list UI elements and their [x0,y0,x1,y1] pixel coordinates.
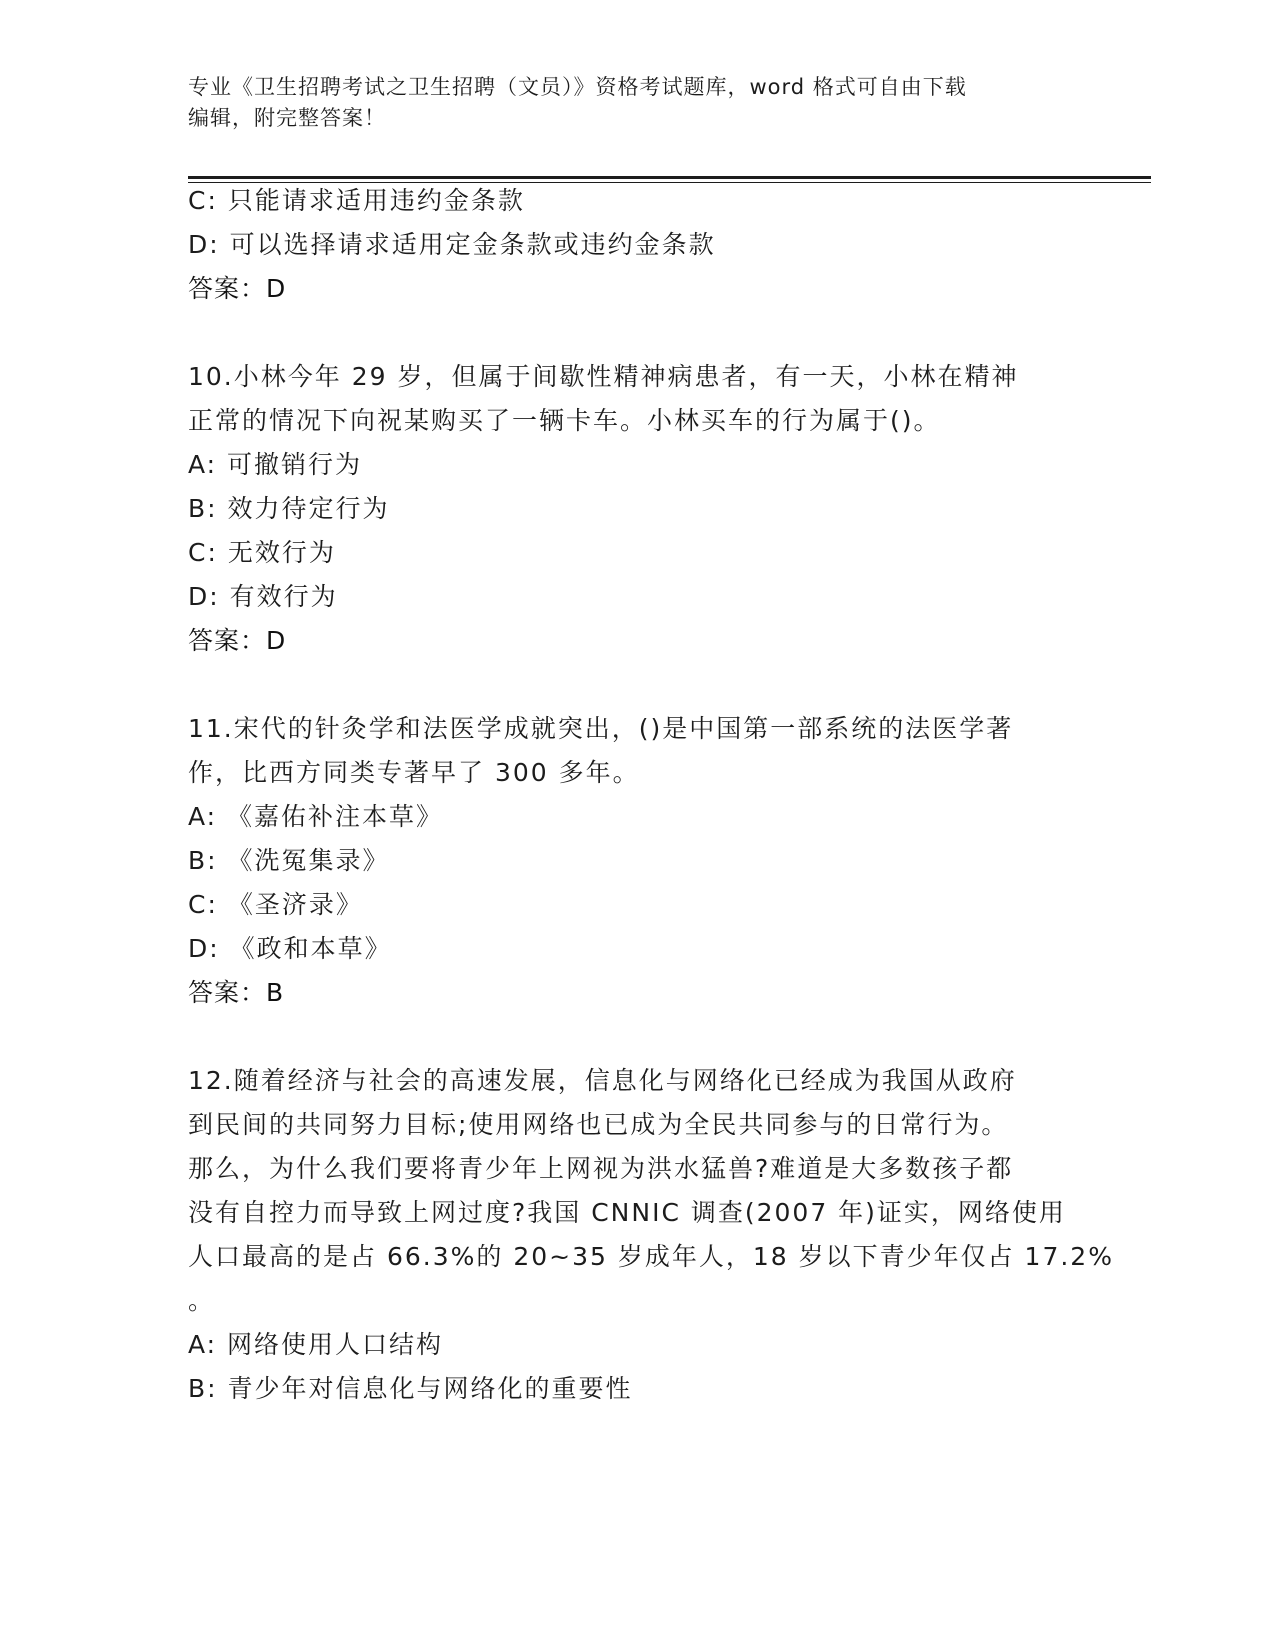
q9-answer: 答案：D [188,274,287,303]
q12-stem-line-3: 那么，为什么我们要将青少年上网视为洪水猛兽?难道是大多数孩子都 [188,1154,1014,1183]
q12-stem-line-4: 没有自控力而导致上网过度?我国 CNNIC 调查(2007 年)证实，网络使用 [188,1198,1066,1227]
q11-option-c: C: 《圣济录》 [188,890,363,919]
q10-stem-line-1: 10.小林今年 29 岁，但属于间歇性精神病患者，有一天，小林在精神 [188,362,1019,391]
q11-stem-line-2: 作，比西方同类专著早了 300 多年。 [188,758,640,787]
q10-option-d: D: 有效行为 [188,582,338,611]
q10-option-b: B: 效力待定行为 [188,494,390,523]
q11-answer: 答案：B [188,978,285,1007]
q12-option-a: A: 网络使用人口结构 [188,1330,444,1359]
q11-stem-line-1: 11.宋代的针灸学和法医学成就突出，()是中国第一部系统的法医学著 [188,714,1014,743]
header-rule-thick [188,176,1151,179]
q12-stem-line-6: 。 [188,1286,216,1315]
q9-option-d: D: 可以选择请求适用定金条款或违约金条款 [188,230,716,259]
q11-option-b: B: 《洗冤集录》 [188,846,390,875]
q12-stem-line-1: 12.随着经济与社会的高速发展，信息化与网络化已经成为我国从政府 [188,1066,1017,1095]
q11-option-d: D: 《政和本草》 [188,934,392,963]
q12-stem-line-5: 人口最高的是占 66.3%的 20~35 岁成年人，18 岁以下青少年仅占 17.2% [188,1242,1114,1271]
q11-option-a: A: 《嘉佑补注本草》 [188,802,444,831]
document-header [188,72,1088,134]
header-rule-thin [188,182,1151,183]
q12-stem-line-2: 到民间的共同努力目标;使用网络也已成为全民共同参与的日常行为。 [188,1110,1009,1139]
q10-option-a: A: 可撤销行为 [188,450,363,479]
q10-stem-line-2: 正常的情况下向祝某购买了一辆卡车。小林买车的行为属于()。 [188,406,941,435]
header-line-1: 专业《卫生招聘考试之卫生招聘（文员）》资格考试题库，word 格式可自由下载 [188,75,967,99]
header-line-2: 编辑，附完整答案！ [188,106,386,130]
q10-answer: 答案：D [188,626,287,655]
q10-option-c: C: 无效行为 [188,538,336,567]
q12-option-b: B: 青少年对信息化与网络化的重要性 [188,1374,633,1403]
q9-option-c: C: 只能请求适用违约金条款 [188,186,525,215]
